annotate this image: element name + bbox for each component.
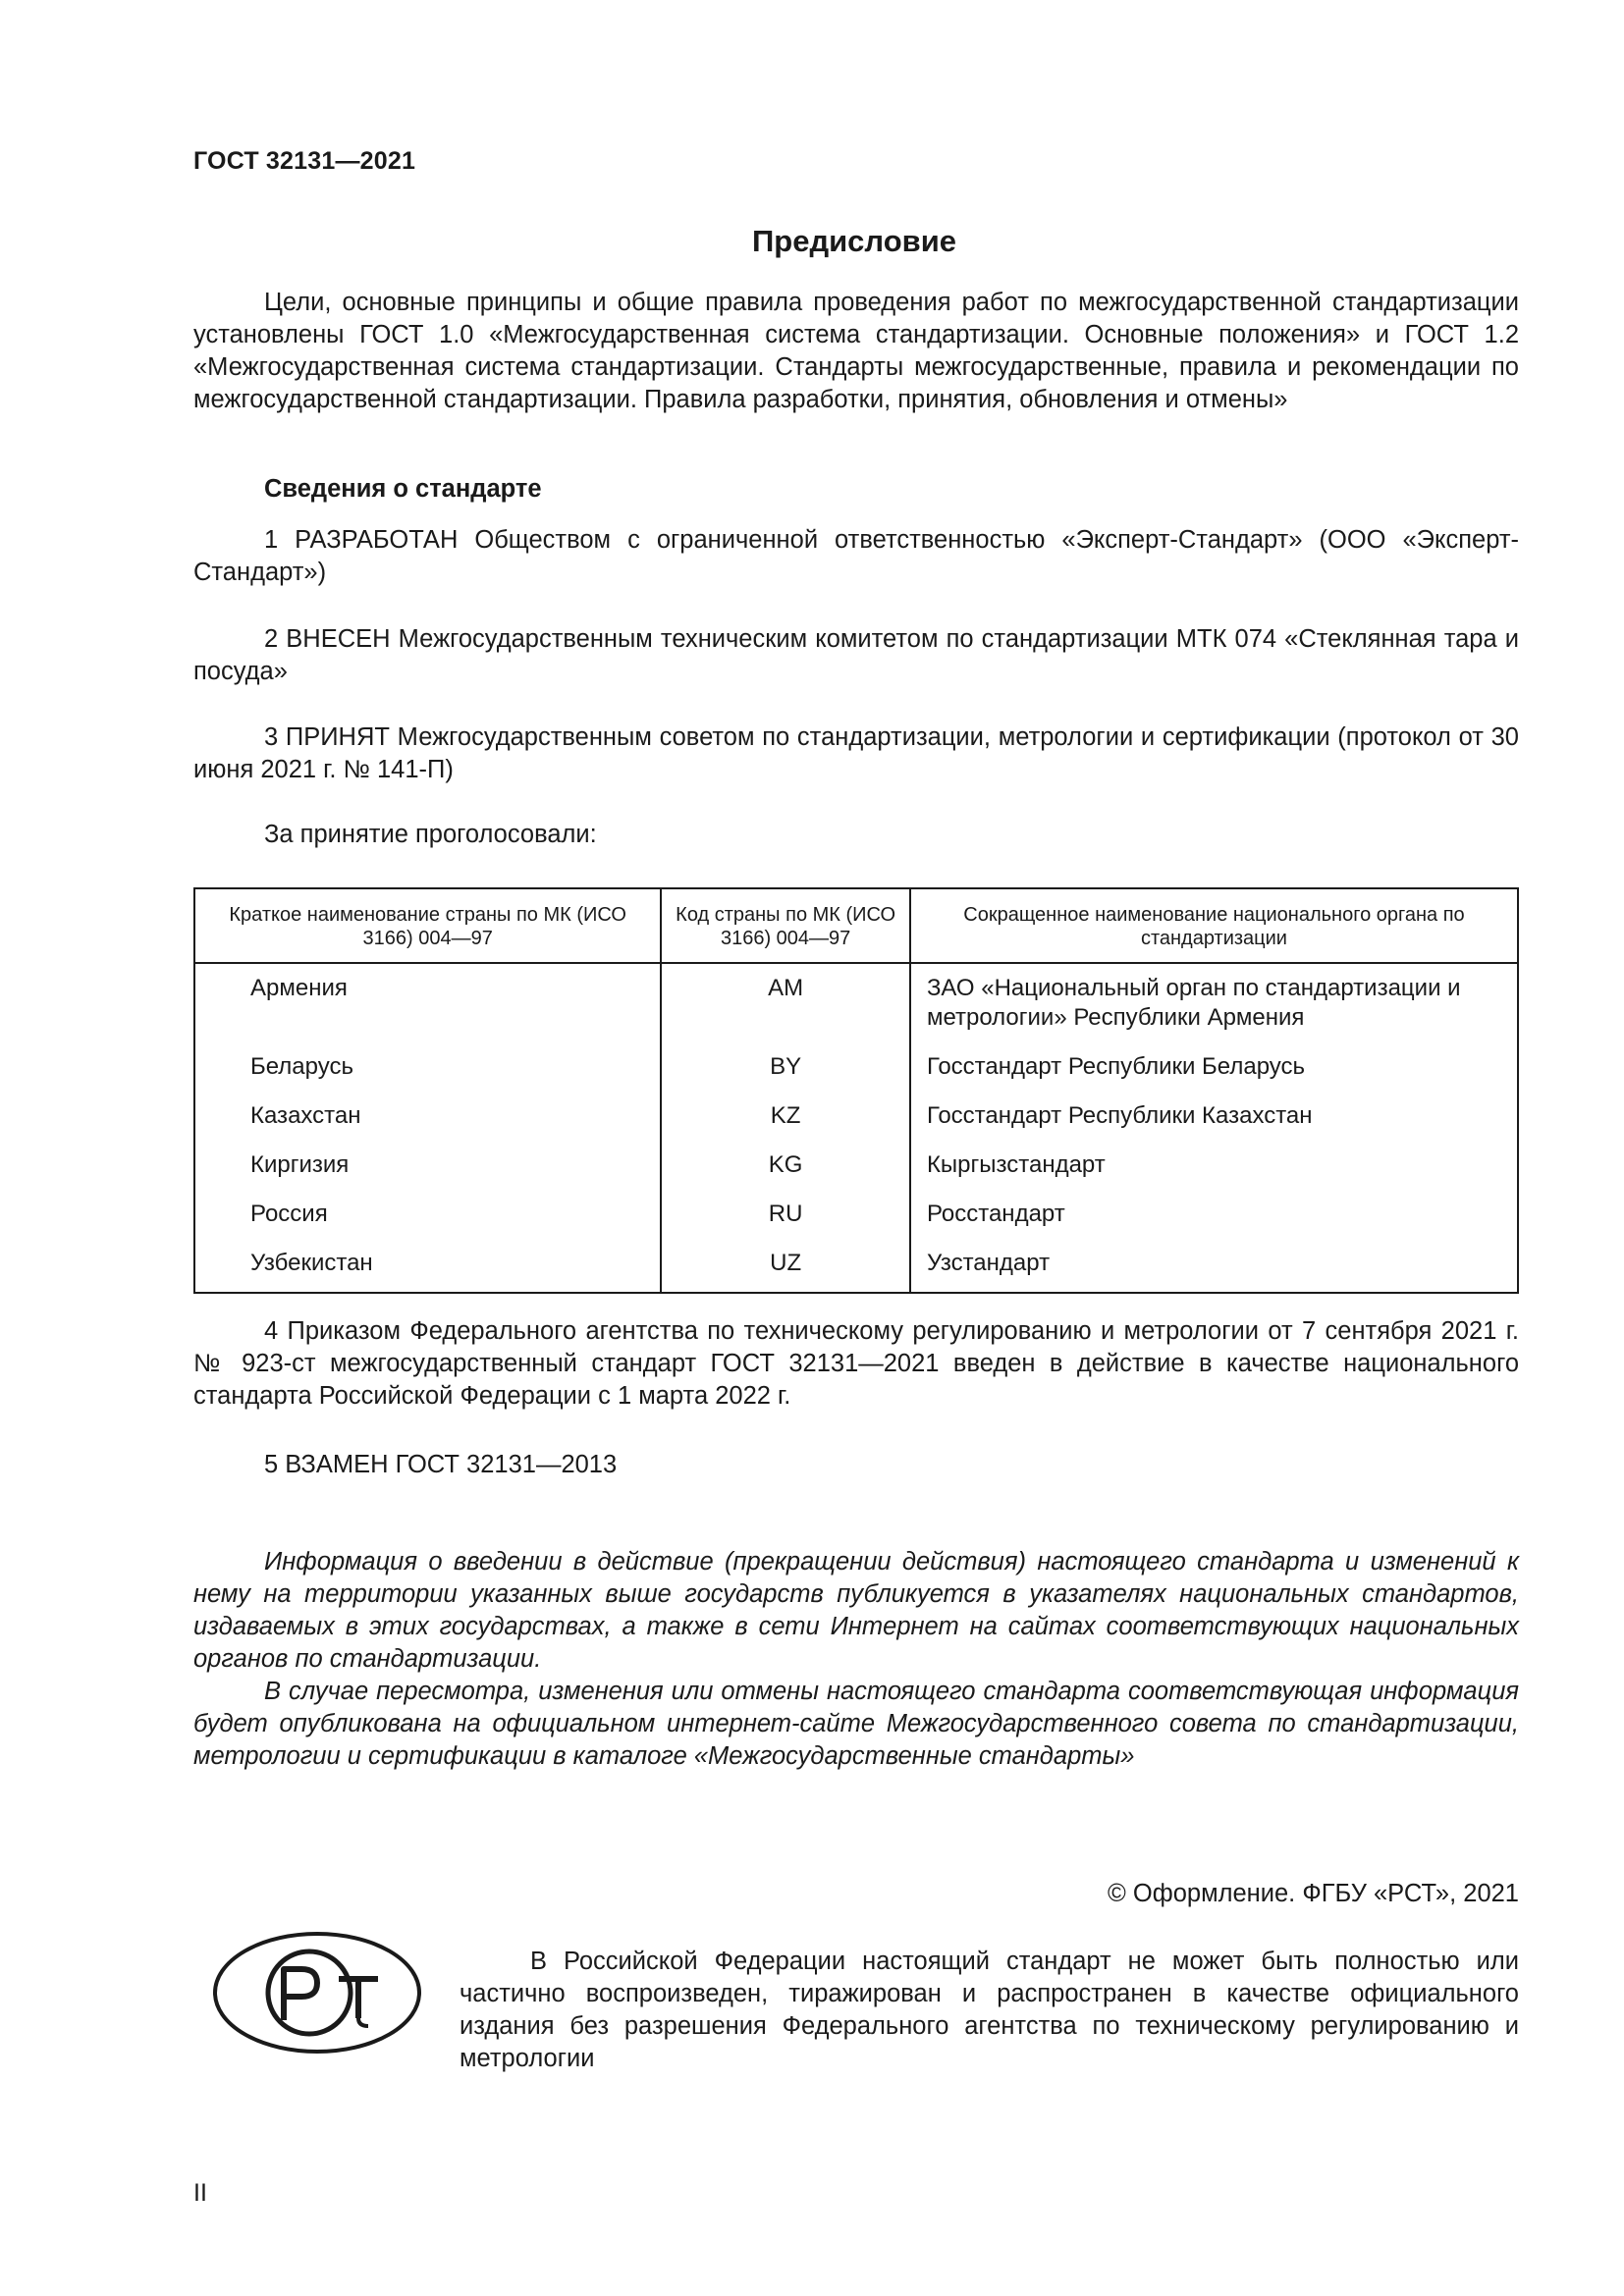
cell-code: KG	[661, 1141, 910, 1190]
table-header-body: Сокращенное наименование национального органа по стандартизации	[910, 888, 1518, 963]
table-row	[194, 1141, 1518, 1190]
item-adopted: 3 ПРИНЯТ Межгосударственным советом по стандартизации, метрологии и сертификации (протокол от 30 июня 2021 г. № 141-П)	[193, 723, 1519, 783]
table-row	[194, 1239, 1518, 1293]
cell-country: Казахстан	[194, 1092, 661, 1141]
cell-body: Кыргызстандарт	[910, 1141, 1518, 1190]
info-note-revision: В случае пересмотра, изменения или отмены настоящего стандарта соответствующая информация будет опубликована на официальном интернет-сайте Межгосударственного совета по стандартизации, метрологии и сертификации в каталоге «Межгосударственные стандарты»	[193, 1678, 1519, 1770]
page-number: II	[193, 2179, 207, 2207]
cell-country: Узбекистан	[194, 1239, 661, 1293]
intro-paragraph: Цели, основные принципы и общие правила проведения работ по межгосударственной стандартизации установлены ГОСТ 1.0 «Межгосударственная система стандартизации. Основные положения» и ГОСТ 1.2 «Межгосударственная система стандартизации. Стандарты межгосударственные, правила и рекомендации по межгосударственной стандартизации. Правила разработки, принятия, обновления и отмены»	[193, 289, 1519, 413]
cell-code: RU	[661, 1190, 910, 1239]
item-replaces: 5 ВЗАМЕН ГОСТ 32131—2013	[264, 1451, 618, 1478]
cell-code: KZ	[661, 1092, 910, 1141]
cell-country: Россия	[194, 1190, 661, 1239]
cell-code: AM	[661, 963, 910, 1042]
item-developed: 1 РАЗРАБОТАН Обществом с ограниченной ответственностью «Эксперт-Стандарт» (ООО «Эксперт-Стандарт»)	[193, 526, 1519, 586]
table-row	[194, 1190, 1518, 1239]
table-row	[194, 963, 1518, 1042]
table-header-row	[194, 888, 1518, 963]
table-header-country: Краткое наименование страны по МК (ИСО 3166) 004—97	[194, 888, 661, 963]
cell-body: Узстандарт	[910, 1239, 1518, 1293]
info-heading: Сведения о стандарте	[264, 475, 542, 503]
cell-country: Киргизия	[194, 1141, 661, 1190]
cell-country: Армения	[194, 963, 661, 1042]
item-order: 4 Приказом Федерального агентства по техническому регулированию и метрологии от 7 сентября 2021 г. № 923-ст межгосударственный стандарт ГОСТ 32131—2021 введен в действие в качестве национального стандарта Российской Федерации с 1 марта 2022 г.	[193, 1317, 1519, 1410]
rst-certification-mark-icon	[211, 1930, 423, 2060]
page-title: Предисловие	[751, 224, 956, 258]
voted-label: За принятие проголосовали:	[264, 821, 597, 848]
cell-body: ЗАО «Национальный орган по стандартизации и метрологии» Республики Армения	[910, 963, 1518, 1042]
item-introduced: 2 ВНЕСЕН Межгосударственным техническим комитетом по стандартизации МТК 074 «Стеклянная тара и посуда»	[193, 625, 1519, 685]
table-header-code: Код страны по МК (ИСО 3166) 004—97	[661, 888, 910, 963]
table-row	[194, 1042, 1518, 1092]
cell-code: UZ	[661, 1239, 910, 1293]
voting-table	[193, 887, 1519, 1294]
document-number: ГОСТ 32131—2021	[193, 147, 416, 175]
table-row	[194, 1092, 1518, 1141]
cell-code: BY	[661, 1042, 910, 1092]
info-note-publication: Информация о введении в действие (прекращении действия) настоящего стандарта и изменений к нему на территории указанных выше государств публикуется в указателях национальных стандартов, издаваемых в этих государствах, а также в сети Интернет на сайтах соответствующих национальных органов по стандартизации.	[193, 1548, 1519, 1673]
cell-country: Беларусь	[194, 1042, 661, 1092]
cell-body: Госстандарт Республики Беларусь	[910, 1042, 1518, 1092]
copyright-line: © Оформление. ФГБУ «РСТ», 2021	[1108, 1880, 1519, 1907]
cell-body: Росстандарт	[910, 1190, 1518, 1239]
cell-body: Госстандарт Республики Казахстан	[910, 1092, 1518, 1141]
copyright-notice: В Российской Федерации настоящий стандарт не может быть полностью или частично воспроизведен, тиражирован и распространен в качестве официального издания без разрешения Федерального агентства по техническому регулированию и метрологии	[460, 1948, 1519, 2072]
